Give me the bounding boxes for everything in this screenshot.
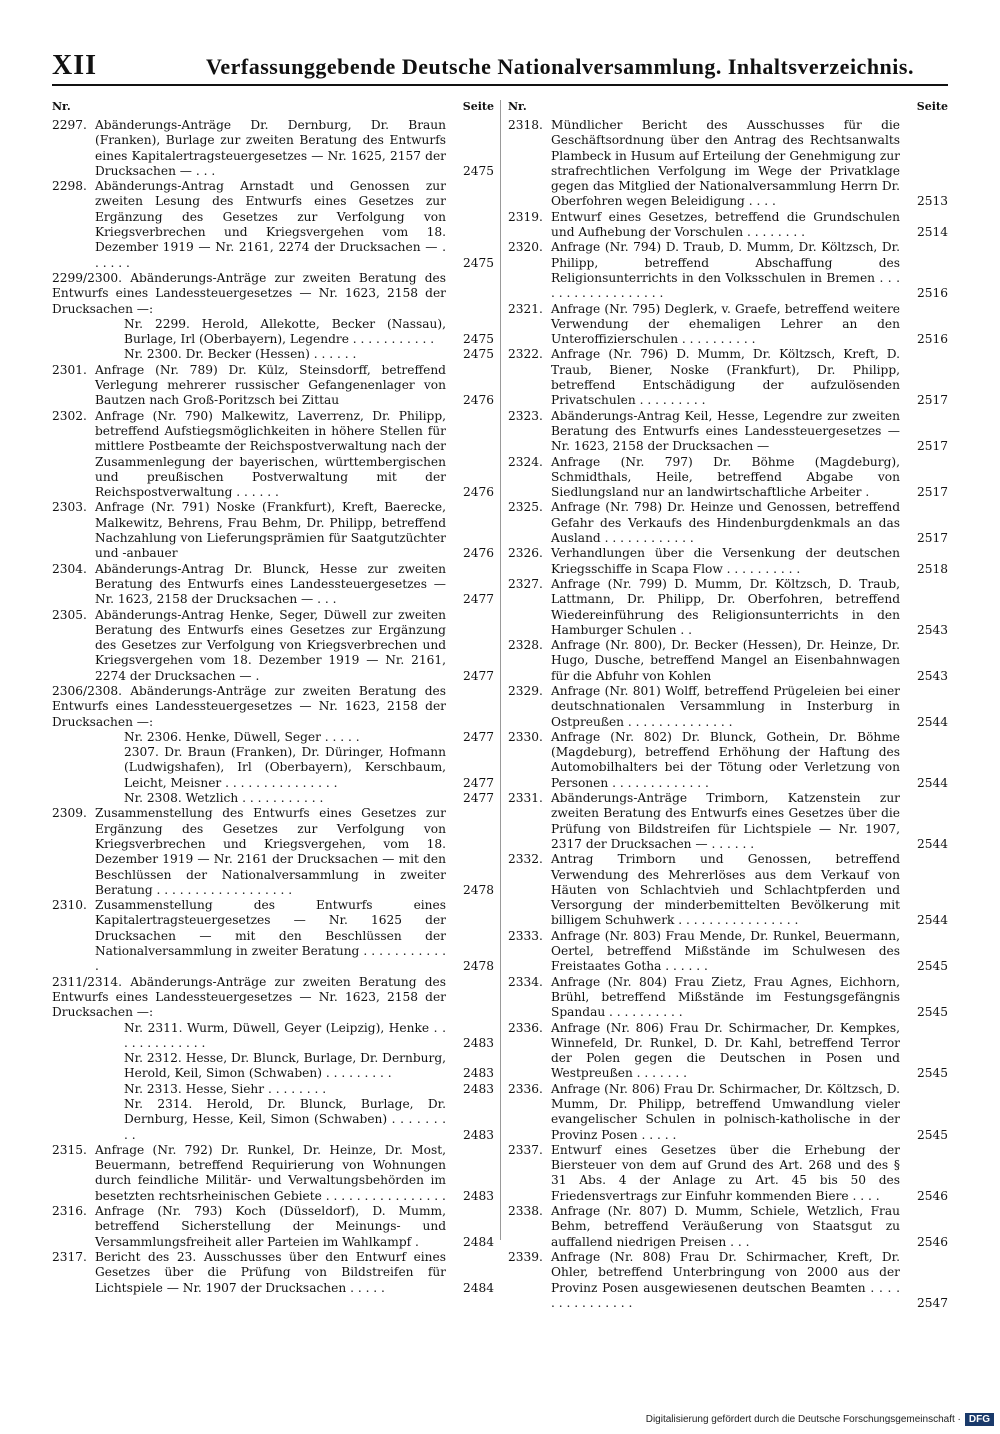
page-reference: 2477 xyxy=(462,729,494,744)
entry-text: Anfrage (Nr. 789) Dr. Külz, Steinsdorff, betreffend Verlegung mehrerer russischer Gefangenenlager von Bautzen nach Groß-Poritzsch bei Zittau xyxy=(95,362,446,408)
entry-number: 2336. xyxy=(508,1081,543,1096)
toc-entry xyxy=(508,1204,948,1250)
sub-entry xyxy=(52,730,494,745)
page-reference: 2545 xyxy=(916,1066,948,1081)
sub-entry xyxy=(52,745,494,791)
sub-entry xyxy=(52,1021,494,1052)
entry-number: 2309. xyxy=(52,806,87,821)
entry-number: 2328. xyxy=(508,638,543,653)
entry-text: Anfrage (Nr. 794) D. Traub, D. Mumm, Dr. Költzsch, Dr. Philipp, betreffend Abschaffung des Religionsunterrichts in den Volksschulen in Bremen . . . . . . . . . . . . . . . . . . xyxy=(551,240,900,301)
entry-number: 2323. xyxy=(508,408,543,423)
page-reference: 2477 xyxy=(462,668,494,683)
entry-text: Anfrage (Nr. 800), Dr. Becker (Hessen), Dr. Heinze, Dr. Hugo, Dusche, betreffend Mangel an Eisenbahnwagen für die Abfuhr von Kohlen xyxy=(551,638,900,683)
entry-number: 2324. xyxy=(508,454,543,469)
page-reference: 2483 xyxy=(462,1081,494,1096)
toc-entry xyxy=(508,455,948,501)
page-reference: 2483 xyxy=(462,1127,494,1142)
entry-text: Anfrage (Nr. 797) Dr. Böhme (Magdeburg), Schmidthals, Heile, betreffend Abgabe von Siedlungsland nur an landwirtschaftliche Arbeiter . xyxy=(551,454,900,500)
entry-text: Zusammenstellung des Entwurfs eines Kapitalertragsteuergesetzes — Nr. 1625 der Drucksachen — mit den Beschlüssen der Nationalversammlung in zweiter Beratung . . . . . . . . . . . . xyxy=(95,898,446,974)
sub-entry xyxy=(52,1051,494,1082)
page-reference: 2477 xyxy=(462,592,494,607)
toc-entry xyxy=(508,1143,948,1204)
toc-entry xyxy=(508,1021,948,1082)
toc-entry xyxy=(52,608,494,684)
toc-entry xyxy=(52,363,494,409)
page-reference: 2544 xyxy=(916,775,948,790)
toc-entry xyxy=(52,806,494,898)
page-reference: 2516 xyxy=(916,286,948,301)
toc-entry xyxy=(508,210,948,241)
entry-text: Nr. 2306. Henke, Düwell, Seger . . . . . xyxy=(124,729,360,744)
toc-entry xyxy=(52,271,494,317)
entry-text: Anfrage (Nr. 806) Frau Dr. Schirmacher, Dr. Kempkes, Winnefeld, Dr. Runkel, D. Dr. Kahl, betreffend Terror der Polen gegen die Deutschen in Posen und Westpreußen . . . . . . . xyxy=(551,1020,900,1081)
sub-entry xyxy=(52,317,494,348)
entry-text: Bericht des 23. Ausschusses über den Entwurf eines Gesetzes über die Prüfung von Bildstreifen für Lichtspiele — Nr. 1907 der Drucksachen . . . . . xyxy=(95,1249,446,1295)
toc-entry xyxy=(52,1250,494,1296)
entry-text: Abänderungs-Anträge zur zweiten Beratung des Entwurfs eines Landessteuergesetzes — Nr. 1623, 2158 der Drucksachen —: xyxy=(52,974,447,1020)
entry-number: 2316. xyxy=(52,1204,87,1219)
page-reference: 2545 xyxy=(916,1005,948,1020)
column-divider xyxy=(500,100,501,1240)
entry-text: Nr. 2314. Herold, Dr. Blunck, Burlage, Dr. Dernburg, Hesse, Keil, Simon (Schwaben) . . . . . . . . . xyxy=(124,1097,446,1142)
entry-number: 2297. xyxy=(52,118,87,132)
entry-text: 2307. Dr. Braun (Franken), Dr. Düringer, Hofmann (Ludwigshafen), Irl (Oberbayern), Kerschbaum, Leicht, Meisner . . . . . . . . . . . . . . . xyxy=(124,745,446,790)
page-reference: 2517 xyxy=(916,531,948,546)
entry-number: 2334. xyxy=(508,974,543,989)
page-reference: 2478 xyxy=(462,882,494,897)
page-reference: 2517 xyxy=(916,439,948,454)
page-reference: 2475 xyxy=(462,255,494,270)
toc-entry xyxy=(508,240,948,301)
page-reference: 2475 xyxy=(462,163,494,178)
page-reference: 2543 xyxy=(916,668,948,683)
right-column xyxy=(508,100,948,1311)
right-column-header xyxy=(508,100,948,118)
entry-text: Abänderungs-Antrag Arnstadt und Genossen zur zweiten Lesung des Entwurfs eines Gesetzes zur Ergänzung des Gesetzes zur Verfolgung von Kriegsverbrechen und Kriegsvergehen vom 18. Dezember 1919 — Nr. 2161, 2274 der Drucksachen — . . . . . . xyxy=(95,179,446,270)
toc-entry xyxy=(508,546,948,577)
entry-number: 2321. xyxy=(508,301,543,316)
entry-text: Abänderungs-Anträge Trimborn, Katzenstein zur zweiten Beratung des Entwurfs eines Gesetzes über die Prüfung von Bildstreifen für Lichtspiele — Nr. 1907, 2317 der Drucksachen — . . . . . . xyxy=(551,791,900,851)
entry-text: Zusammenstellung des Entwurfs eines Gesetzes zur Ergänzung des Gesetzes zur Verfolgung von Kriegsverbrechen und Kriegsvergehen, vom 18. Dezember 1919 — Nr. 2161 der Drucksachen — mit den Beschlüssen der Nationalversammlung in zweiter Beratung . . . . . . . . . . . . . . . . . . xyxy=(95,806,446,897)
page-reference: 2544 xyxy=(916,714,948,729)
entry-number: 2318. xyxy=(508,118,543,132)
page-reference: 2546 xyxy=(916,1234,948,1249)
entry-text: Mündlicher Bericht des Ausschusses für die Geschäftsordnung über den Antrag des Rechtsanwalts Plambeck in Husum auf Erteilung der Genehmigung zur strafrechtlichen Verfolgung im Wege der Privatklage gegen das Mitglied der Nationalversammlung Herrn Dr. Oberfohren wegen Beleidigung . . . . xyxy=(551,118,900,209)
toc-entry xyxy=(52,898,494,974)
entry-text: Nr. 2313. Hesse, Siehr . . . . . . . . xyxy=(124,1081,327,1096)
footer-text: Digitalisierung gefördert durch die Deutsche Forschungsgemeinschaft · xyxy=(645,1414,961,1425)
entry-text: Nr. 2311. Wurm, Düwell, Geyer (Leipzig), Henke . . . . . . . . . . . . . xyxy=(124,1020,446,1050)
page-reference: 2543 xyxy=(916,622,948,637)
toc-entry xyxy=(508,730,948,791)
sub-entry xyxy=(52,791,494,806)
toc-entry xyxy=(508,684,948,730)
sub-entry xyxy=(52,1082,494,1097)
nr-label: Nr. xyxy=(52,100,71,113)
entry-number: 2332. xyxy=(508,852,543,867)
page-reference: 2477 xyxy=(462,791,494,806)
toc-entry xyxy=(508,409,948,455)
seite-label: Seite xyxy=(462,100,494,113)
left-column xyxy=(52,100,494,1296)
entry-text: Anfrage (Nr. 807) D. Mumm, Schiele, Wetzlich, Frau Behm, betreffend Veräußerung von Staatsgut zu auffallend niedrigen Preisen . . . xyxy=(551,1204,900,1249)
entry-text: Abänderungs-Anträge zur zweiten Beratung des Entwurfs eines Landessteuergesetzes — Nr. 1623, 2158 der Drucksachen —: xyxy=(52,270,447,316)
toc-entry xyxy=(52,562,494,608)
dfg-logo: DFG xyxy=(965,1413,994,1426)
page-header xyxy=(52,50,948,86)
entry-number: 2319. xyxy=(508,209,543,224)
page-reference: 2517 xyxy=(916,485,948,500)
page-reference: 2513 xyxy=(916,194,948,209)
entry-number: 2303. xyxy=(52,500,87,515)
page-reference: 2516 xyxy=(916,332,948,347)
page-reference: 2483 xyxy=(462,1035,494,1050)
entry-number: 2299/2300. xyxy=(52,270,123,285)
page-reference: 2475 xyxy=(462,347,494,362)
sub-entry xyxy=(52,347,494,362)
entry-text: Entwurf eines Gesetzes, betreffend die Grundschulen und Aufhebung der Vorschulen . . . . . . . . xyxy=(551,209,900,240)
toc-entry xyxy=(52,975,494,1021)
entry-text: Anfrage (Nr. 801) Wolff, betreffend Prügeleien bei einer deutschnationalen Versammlung in Insterburg in Ostpreußen . . . . . . . . . . . . . . xyxy=(551,683,900,729)
toc-entry xyxy=(508,975,948,1021)
left-column-header xyxy=(52,100,494,118)
toc-entry xyxy=(52,118,494,179)
entry-text: Abänderungs-Anträge zur zweiten Beratung des Entwurfs eines Landessteuergesetzes — Nr. 1623, 2158 der Drucksachen —: xyxy=(52,683,447,729)
entry-text: Verhandlungen über die Versenkung der deutschen Kriegsschiffe in Scapa Flow . . . . . . . . . . xyxy=(551,546,900,576)
page-reference: 2483 xyxy=(462,1188,494,1203)
nr-label: Nr. xyxy=(508,100,527,113)
toc-entry xyxy=(508,638,948,684)
page-reference: 2544 xyxy=(916,836,948,851)
entry-text: Entwurf eines Gesetzes über die Erhebung der Biersteuer von dem auf Grund des Art. 268 und des § 31 Abs. 4 der Anlage zu Art. 45 bis 50 des Friedensvertrags zur Einfuhr kommenden Biere . . . . xyxy=(551,1142,900,1203)
toc-entry xyxy=(508,1082,948,1143)
entry-text: Nr. 2308. Wetzlich . . . . . . . . . . . xyxy=(124,791,324,806)
entry-number: 2327. xyxy=(508,576,543,591)
right-entry-list xyxy=(508,118,948,1311)
entry-number: 2305. xyxy=(52,607,87,622)
entry-text: Anfrage (Nr. 792) Dr. Runkel, Dr. Heinze, Dr. Most, Beuermann, betreffend Requirierung von Wohnungen durch feindliche Militär- und Verwaltungsbehörden im besetzten rechtsrheinischen Gebiete . . . . . . . . . . . . . . . . xyxy=(95,1142,446,1203)
toc-entry xyxy=(508,852,948,928)
entry-text: Anfrage (Nr. 803) Frau Mende, Dr. Runkel, Beuermann, Oertel, betreffend Mißstände im Schulwesen des Freistaates Gotha . . . . . . xyxy=(551,928,900,974)
page-reference: 2514 xyxy=(916,225,948,240)
entry-text: Anfrage (Nr. 799) D. Mumm, Dr. Költzsch, D. Traub, Lattmann, Dr. Philipp, Dr. Oberfohren, betreffend Wiedereinführung des Religionsunterrichts in den Hamburger Schulen . . xyxy=(551,576,900,637)
toc-entry xyxy=(52,684,494,730)
toc-entry xyxy=(508,1250,948,1311)
entry-number: 2301. xyxy=(52,362,87,377)
entry-number: 2310. xyxy=(52,898,87,913)
entry-text: Nr. 2299. Herold, Allekotte, Becker (Nassau), Burlage, Irl (Oberbayern), Legendre . . . . . . . . . . . xyxy=(124,316,446,347)
toc-entry xyxy=(508,347,948,408)
page-reference: 2546 xyxy=(916,1188,948,1203)
page-reference: 2518 xyxy=(916,561,948,576)
entry-number: 2338. xyxy=(508,1204,543,1219)
toc-entry xyxy=(508,302,948,348)
entry-text: Anfrage (Nr. 804) Frau Zietz, Frau Agnes, Eichhorn, Brühl, betreffend Mißstände im Festungsgefängnis Spandau . . . . . . . . . . xyxy=(551,974,900,1020)
page-reference: 2484 xyxy=(462,1234,494,1249)
entry-number: 2306/2308. xyxy=(52,683,123,698)
entry-number: 2320. xyxy=(508,240,543,255)
entry-number: 2326. xyxy=(508,546,543,561)
page-reference: 2545 xyxy=(916,1127,948,1142)
entry-number: 2322. xyxy=(508,347,543,362)
toc-entry xyxy=(508,577,948,638)
page-reference: 2517 xyxy=(916,393,948,408)
entry-text: Anfrage (Nr. 806) Frau Dr. Schirmacher, Dr. Költzsch, D. Mumm, Dr. Philipp, betreffend Umwandlung vieler evangelischer Schulen in polnisch-katholische in der Provinz Posen . . . . . xyxy=(551,1081,900,1142)
entry-text: Anfrage (Nr. 802) Dr. Blunck, Gothein, Dr. Böhme (Magdeburg), betreffend Erhöhung der Haftung des Automobilhalters bei der Tötung oder Verletzung von Personen . . . . . . . . . . . . . xyxy=(551,729,900,790)
entry-text: Anfrage (Nr. 796) D. Mumm, Dr. Költzsch, Kreft, D. Traub, Biener, Noske (Frankfurt), Dr. Philipp, betreffend Entschädigung der aufzulösenden Privatschulen . . . . . . . . . xyxy=(551,347,900,408)
toc-entry xyxy=(508,500,948,546)
toc-entry xyxy=(52,1204,494,1250)
page-reference: 2483 xyxy=(462,1066,494,1081)
entry-number: 2302. xyxy=(52,408,87,423)
page-reference: 2478 xyxy=(462,959,494,974)
entry-number: 2298. xyxy=(52,179,87,194)
entry-text: Nr. 2312. Hesse, Dr. Blunck, Burlage, Dr. Dernburg, Herold, Keil, Simon (Schwaben) . . . . . . . . . xyxy=(124,1051,446,1081)
seite-label: Seite xyxy=(916,100,948,113)
entry-number: 2330. xyxy=(508,729,543,744)
entry-text: Abänderungs-Antrag Keil, Hesse, Legendre zur zweiten Beratung des Entwurfs eines Landessteuergesetzes — Nr. 1623, 2158 der Drucksachen — xyxy=(551,408,900,454)
entry-number: 2339. xyxy=(508,1249,543,1264)
toc-entry xyxy=(508,118,948,210)
page-reference: 2476 xyxy=(462,393,494,408)
entry-number: 2331. xyxy=(508,791,543,806)
entry-number: 2333. xyxy=(508,928,543,943)
entry-number: 2337. xyxy=(508,1142,543,1157)
entry-number: 2329. xyxy=(508,683,543,698)
entry-number: 2317. xyxy=(52,1249,87,1264)
entry-text: Abänderungs-Anträge Dr. Dernburg, Dr. Braun (Franken), Burlage zur zweiten Beratung des Entwurfs eines Kapitalertragsteuergesetzes — Nr. 1625, 2157 der Drucksachen — . . . xyxy=(95,118,446,178)
toc-entry xyxy=(508,929,948,975)
entry-text: Nr. 2300. Dr. Becker (Hessen) . . . . . . xyxy=(124,347,357,362)
toc-entry xyxy=(508,791,948,852)
entry-number: 2336. xyxy=(508,1020,543,1035)
page-reference: 2476 xyxy=(462,546,494,561)
page-reference: 2545 xyxy=(916,959,948,974)
entry-text: Anfrage (Nr. 791) Noske (Frankfurt), Kreft, Baerecke, Malkewitz, Behrens, Frau Behm, Dr. Philipp, betreffend Nachzahlung von Lieferungsprämien für Saatgutzüchter und -anbauer xyxy=(95,500,446,561)
left-entry-list xyxy=(52,118,494,1296)
page-reference: 2484 xyxy=(462,1280,494,1295)
toc-entry xyxy=(52,1143,494,1204)
toc-entry xyxy=(52,409,494,501)
toc-entry xyxy=(52,179,494,271)
entry-number: 2311/2314. xyxy=(52,974,123,989)
sub-entry xyxy=(52,1097,494,1143)
page-reference: 2475 xyxy=(462,332,494,347)
entry-text: Anfrage (Nr. 793) Koch (Düsseldorf), D. Mumm, betreffend Sicherstellung der Meinungs- und Versammlungsfreiheit aller Parteien im Wahlkampf . xyxy=(95,1204,446,1249)
footer xyxy=(646,1413,994,1426)
toc-entry xyxy=(52,500,494,561)
entry-text: Anfrage (Nr. 790) Malkewitz, Laverrenz, Dr. Philipp, betreffend Aufstiegsmöglichkeiten in höhere Stellen für mittlere Postbeamte der Reichspostverwaltung nach der Zusammenlegung der bayerischen, württembergischen und preußischen Postverwaltung mit der Reichspostverwaltung . . . . . . xyxy=(95,408,446,500)
page-reference: 2476 xyxy=(462,485,494,500)
page-reference: 2544 xyxy=(916,913,948,928)
entry-text: Antrag Trimborn und Genossen, betreffend Verwendung des Mehrerlöses aus dem Verkauf von Häuten von Schlachtvieh und Schlachtpferden und Versorgung der minderbemittelten Bevölkerung mit billigem Schuhwerk . . . . . . . . . . . . . . . . xyxy=(551,852,900,928)
entry-text: Anfrage (Nr. 795) Deglerk, v. Graefe, betreffend weitere Verwendung der ehemaligen Lehrer an den Unteroffizierschulen . . . . . . . . . . xyxy=(551,301,900,347)
page-title: Verfassunggebende Deutsche Nationalversammlung. Inhaltsverzeichnis. xyxy=(206,54,914,79)
entry-text: Anfrage (Nr. 798) Dr. Heinze und Genossen, betreffend Gefahr des Verkaufs des Hindenburgdenkmals an das Ausland . . . . . . . . . . . . xyxy=(551,500,900,546)
page-reference: 2477 xyxy=(462,775,494,790)
entry-number: 2315. xyxy=(52,1142,87,1157)
page-reference: 2547 xyxy=(916,1295,948,1310)
entry-text: Abänderungs-Antrag Dr. Blunck, Hesse zur zweiten Beratung des Entwurfs eines Landessteuergesetzes — Nr. 1623, 2158 der Drucksachen — . . . xyxy=(95,561,446,607)
entry-text: Abänderungs-Antrag Henke, Seger, Düwell zur zweiten Beratung des Entwurfs eines Gesetzes zur Ergänzung des Gesetzes zur Verfolgung von Kriegsverbrechen und Kriegsvergehen vom 18. Dezember 1919 — Nr. 2161, 2274 der Drucksachen — . xyxy=(95,607,446,683)
page-number: XII xyxy=(52,50,98,81)
entry-number: 2304. xyxy=(52,561,87,576)
entry-text: Anfrage (Nr. 808) Frau Dr. Schirmacher, Kreft, Dr. Ohler, betreffend Unterbringung von 2000 aus der Provinz Posen ausgewiesenen deutschen Beamten . . . . . . . . . . . . . . . xyxy=(551,1249,900,1310)
entry-number: 2325. xyxy=(508,500,543,515)
